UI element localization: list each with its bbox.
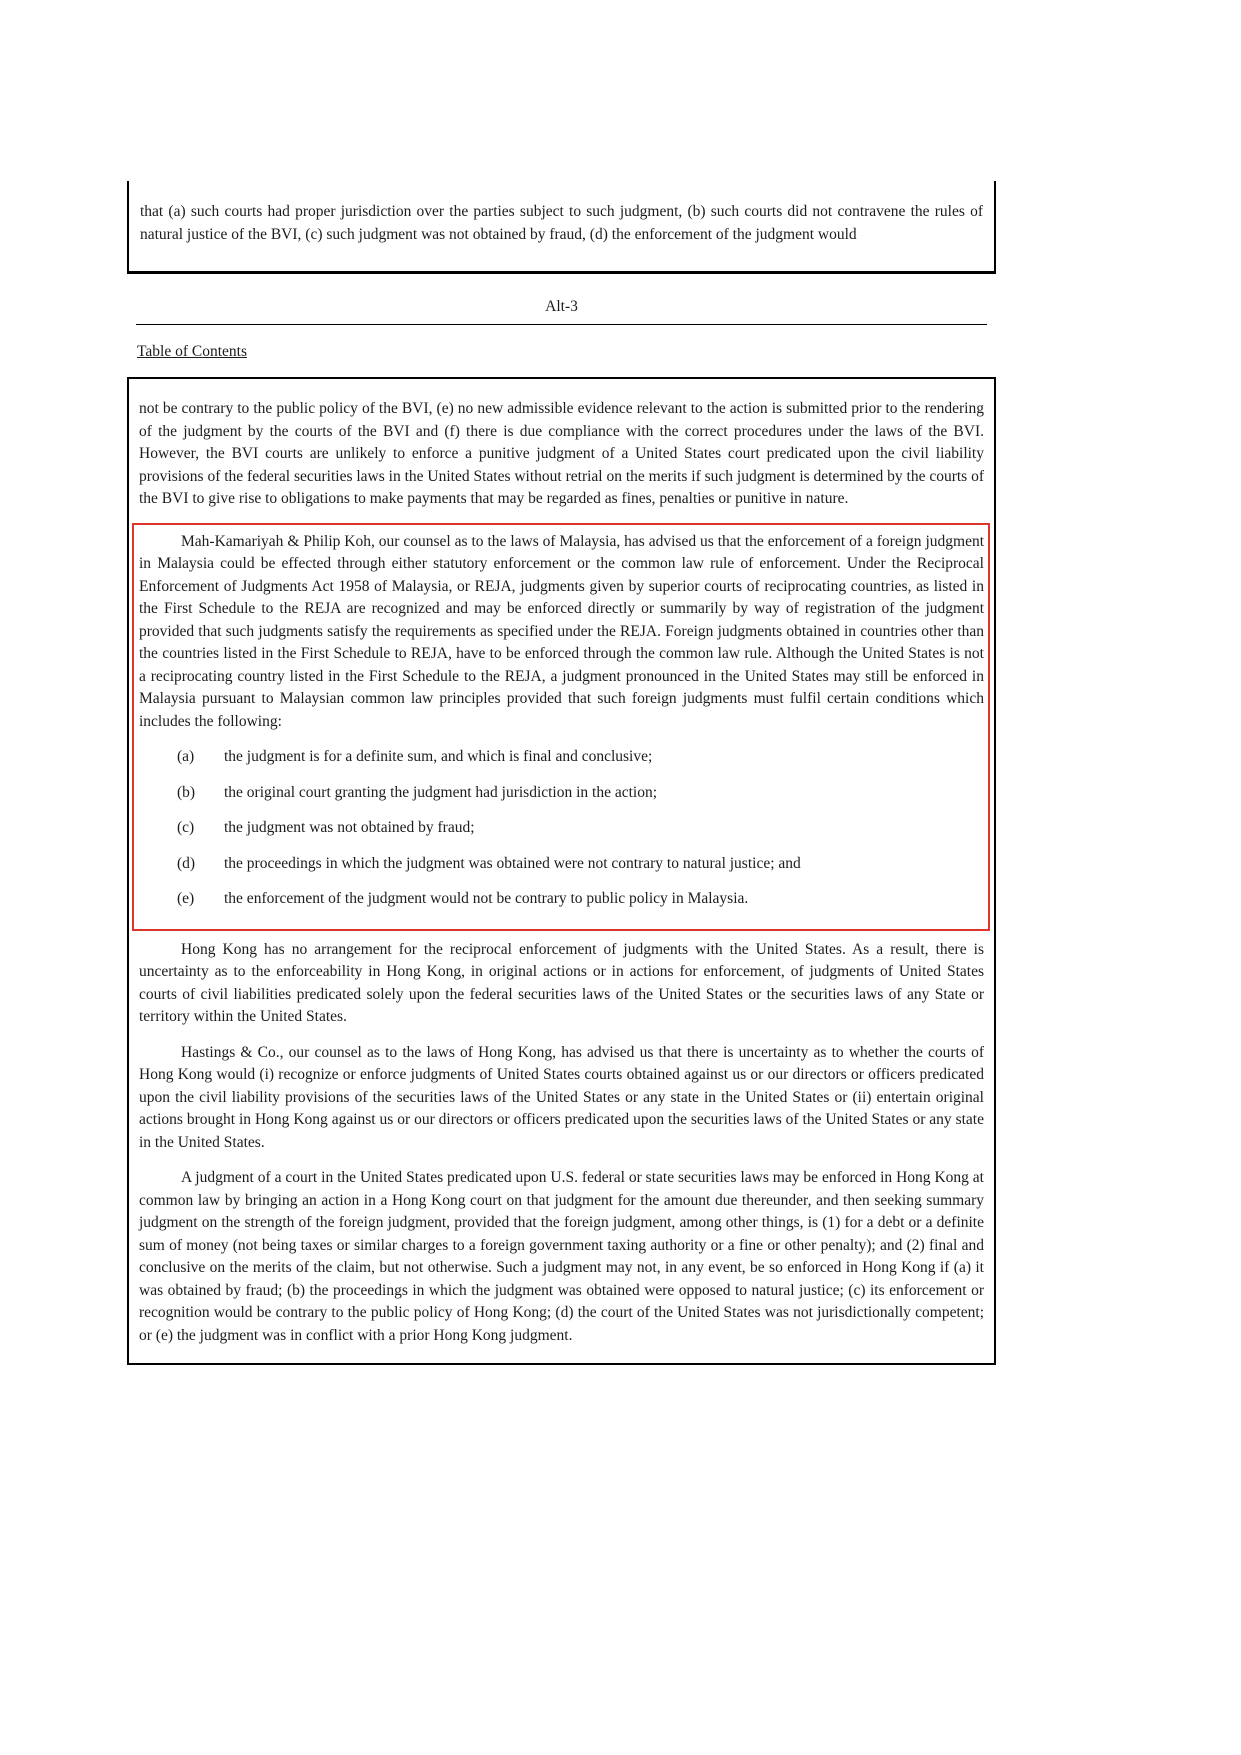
list-marker: (e) — [177, 890, 195, 907]
list-marker: (d) — [177, 854, 196, 872]
top-continuation-box — [127, 181, 996, 274]
list-item-b — [139, 782, 984, 805]
main-text-box — [127, 377, 996, 1365]
highlight-annotation-box — [132, 523, 990, 931]
list-text: the original court granting the judgment had jurisdiction in the action; — [224, 783, 658, 801]
page-content — [127, 0, 996, 1365]
page-footer — [136, 296, 987, 325]
list-text: the judgment is for a definite sum, and which is final and conclusive; — [224, 748, 653, 765]
list-item-c — [139, 817, 984, 840]
list-marker: (c) — [177, 819, 195, 836]
list-item-d — [139, 853, 984, 876]
list-text: the judgment was not obtained by fraud; — [224, 819, 475, 836]
conditions-list — [139, 746, 984, 911]
paragraph-continuation: that (a) such courts had proper jurisdiction over the parties subject to such judgment, (b) such courts did not contravene the rules of natural justice of the BVI, (c) such judgment was not obtained by fraud, (d) the enforcement of the judgment would — [140, 203, 983, 243]
list-item-e — [139, 888, 984, 911]
list-item-a — [139, 746, 984, 769]
list-marker: (b) — [177, 783, 196, 801]
paragraph-malaysia-counsel: Mah-Kamariyah & Philip Koh, our counsel as to the laws of Malaysia, has advised us that the enforcement of a foreign judgment in Malaysia could be effected through either statutory enforcement or the common law rule of enforcement. Under the Reciprocal Enforcement of Judgments Act 1958 of Malaysia, or REJA, judgments given by superior courts of reciprocating countries, as listed in the First Schedule to the REJA are recognized and may be enforced directly or summarily by way of registration of the judgment provided that such judgments satisfy the requirements as specified under the REJA. Foreign judgments obtained in countries other than the countries listed in the First Schedule to REJA, have to be enforced through the common law rule. Although the United States is not a reciprocating country listed in the First Schedule to the REJA, a judgment pronounced in the United States may still be enforced in Malaysia pursuant to Malaysian common law principles provided that such foreign judgments must fulfil certain conditions which includes the following: — [139, 532, 984, 730]
list-marker: (a) — [177, 748, 195, 765]
paragraph-hongkong-arrangement: Hong Kong has no arrangement for the reciprocal enforcement of judgments with the United States. As a result, there is uncertainty as to the enforceability in Hong Kong, in original actions or in actions for enforcement, of judgments of United States courts of civil liabilities predicated solely upon the federal securities laws of the United States or the securities laws of any State or territory within the United States. — [139, 940, 984, 1025]
page-number: Alt-3 — [545, 298, 578, 315]
paragraph-hastings-counsel: Hastings & Co., our counsel as to the laws of Hong Kong, has advised us that there is uncertainty as to whether the courts of Hong Kong would (i) recognize or enforce judgments of United States courts obtained against us or our directors or officers predicated upon the civil liability provisions of the securities laws of the United States or any state in the United States or (ii) entertain original actions brought in Hong Kong against us or our directors or officers predicated upon the securities laws of the United States or any state in the United States. — [139, 1043, 984, 1151]
list-text: the proceedings in which the judgment was obtained were not contrary to natural justice; and — [224, 854, 801, 872]
paragraph-judgment-enforcement: A judgment of a court in the United States predicated upon U.S. federal or state securities laws may be enforced in Hong Kong at common law by bringing an action in a Hong Kong court on that judgment for the amount due thereunder, and then seeking summary judgment on the strength of the foreign judgment, provided that the foreign judgment, among other things, is (1) for a debt or a definite sum of money (not being taxes or similar charges to a foreign government taxing authority or a fine or other penalty); and (2) final and conclusive on the merits of the claim, but not otherwise. Such a judgment may not, in any event, be so enforced in Hong Kong if (a) it was obtained by fraud; (b) the proceedings in which the judgment was obtained were opposed to natural justice; (c) its enforcement or recognition would be contrary to the public policy of Hong Kong; (d) the court of the United States was not jurisdictionally competent; or (e) the judgment was in conflict with a prior Hong Kong judgment. — [139, 1169, 984, 1344]
list-text: the enforcement of the judgment would not be contrary to public policy in Malaysia. — [224, 890, 749, 907]
table-of-contents-link[interactable]: Table of Contents — [137, 342, 247, 360]
paragraph-bvi-policy: not be contrary to the public policy of the BVI, (e) no new admissible evidence relevant to the action is submitted prior to the rendering of the judgment by the courts of the BVI and (f) there is due compliance with the correct procedures under the laws of the BVI. However, the BVI courts are unlikely to enforce a punitive judgment of a United States court predicated upon the civil liability provisions of the federal securities laws in the United States without retrial on the merits if such judgment is determined by the courts of the BVI to give rise to obligations to make payments that may be regarded as fines, penalties or punitive in nature. — [139, 400, 984, 507]
